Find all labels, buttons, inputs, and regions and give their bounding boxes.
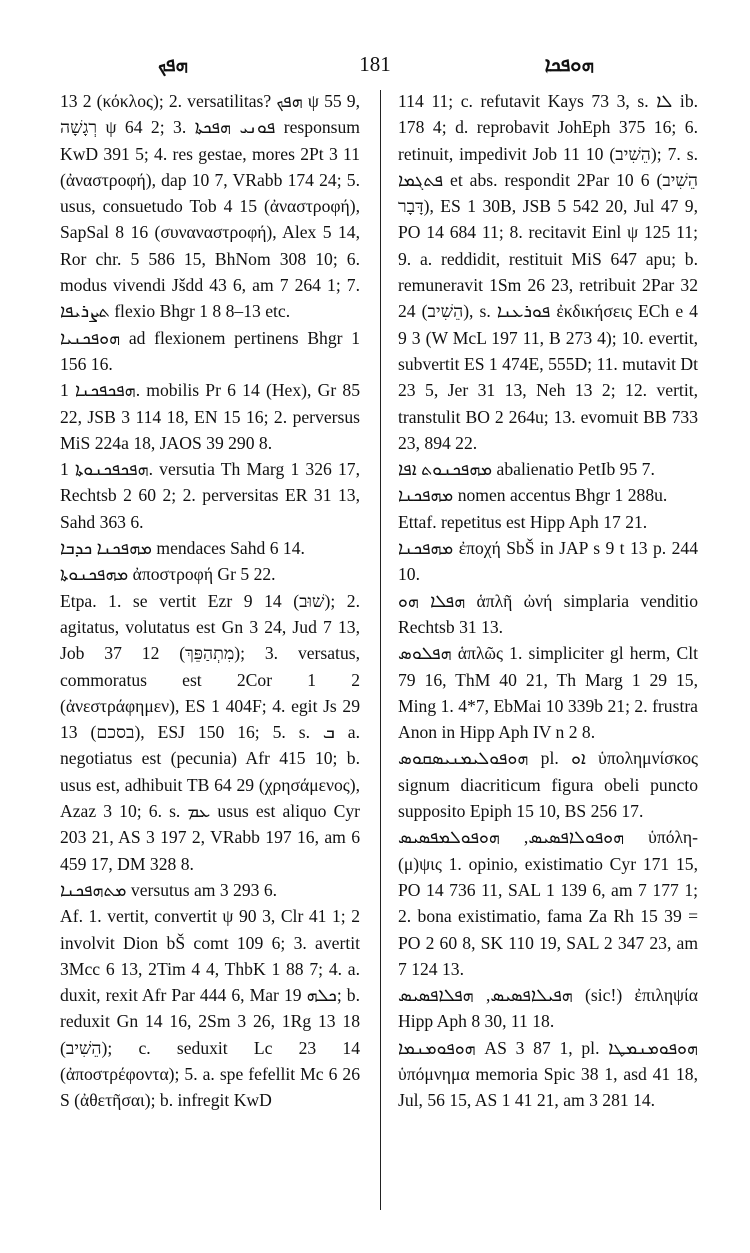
entry: ܗܦܝܠܐܦܣܝܣ, ܗܦܠܐܦܣܝܣ (sic!) ἐπιληψία Hipp Aph 8 30, 11 18. xyxy=(398,985,698,1032)
header-left-headword: ܗܦܟ xyxy=(158,52,189,76)
entry: ܡܗܦܟܢܐ nomen accentus Bhgr 1 288u. xyxy=(398,485,668,506)
entry: 114 11; c. refutavit Kays 73 3, s. ܠܐ ib. 178 4; d. reprobavit JohEph 375 16; 6. retinuit, impedivit Job 11 10 (הֵשִׁיב); 7. s. ܦܬܓܡܐ et abs. respondit 2Par 10 6 (הֵשִׁיב דָּבָר), ES 1 30B, JSB 5 542 20, Jul 47 9, PO 14 684 11; 8. recitavit Einl ψ 125 11; 9. a. reddidit, restituit MiS 647 apu; b. remuneravit 1Sm 26 23, retribuit 2Par 32 24 (הֵשִׁיב), s. ܦܘܪܥܢܐ ἐκδικήσεις ECh e 4 9 3 (W McL 197 11, B 273 4); 10. evertit, subvertit ES 1 474E, 555D; 11. mutavit Dt 23 5, Jer 31 13, Neh 13 2; 12. vertit, transtulit BO 2 264u; 13. evomuit BB 733 23, 894 22. xyxy=(398,91,699,453)
entry: 13 2 (κόκλος); 2. versatilitas? ܗܦܟ ψ 55 9, רְגָשָׁה ψ 64 2; 3. ܦܘܢܝ ܗܦܟܬܐ responsum KwD 391 5; 4. res gestae, mores 2Pt 3 11 (ἀναστροφή), dap 10 7, VRabb 174 24; 5. usus, consuetudo Tob 4 15 (ἀναστροφή), SapSal 8 16 (συναναστροφή), Alex 5 14, Ror chr. 5 586 15, BhNom 308 10; 6. modus vivendi Jšdd 43 6, am 7 264 1; 7. ܬܨܪܝܦܐ flexio Bhgr 1 8 8–13 etc. xyxy=(60,91,360,322)
entry: ܡܗܦܟܢܘܬ ܐܦܐ abalienatio PetIb 95 7. xyxy=(398,459,655,480)
entry: ܗܘܦܘܠܝܡܢܝܣܩܘܣ pl. ܐܘ ὑπολημνίσκος signum diacriticum figura obeli puncto supposito Epiph 15 10, BS 256 17. xyxy=(398,748,699,822)
left-column xyxy=(60,88,360,1114)
right-column xyxy=(398,88,698,1114)
entry: ܗܘܦܘܠܐܦܣܝܣ, ܗܘܦܘܠܡܦܣܝܣ ὑπόλη-(μ)ψις 1. opinio, existimatio Cyr 171 15, PO 14 736 11, SAL 1 139 6, am 7 177 1; 2. bona existimatio, fama Za Rh 15 39 = PO 2 60 8, SK 110 19, SAL 2 347 23, am 7 124 13. xyxy=(398,827,698,979)
page-header xyxy=(60,52,690,82)
entry: Af. 1. vertit, convertit ψ 90 3, Clr 41 1; 2 involvit Dion bŠ comt 109 6; 3. avertit 3Mcc 6 13, 2Tim 4 4, ThbK 1 88 7; 4. a. duxit, rexit Afr Par 444 6, Mar ܟܠܗ 19; b. reduxit Gn 14 16, 2Sm 3 26, 1Rg 13 18 (הֵשִׁיב); c. seduxit Lc 23 14 (ἀποστρέφοντα); 5. a. spe fefellit Mc 6 26 S (ἀθετῆσαι); b. infregit KwD xyxy=(60,906,360,1111)
entry: Etpa. 1. se vertit Ezr 9 14 (שׁוּב); 2. agitatus, volutatus est Gn 3 24, Jud 7 13, Job 37 12 (מִתְהַפֵּךְ); 3. versatus, commoratus est 2Cor 1 2 (ἀνεστράφημεν), ES 1 404F; 4. egit Js 29 13 (בסכם), ESJ 150 16; 5. s. ܒ a. negotiatus est (pecunia) Afr 415 10; b. usus est, adhibuit TB 64 29 (χρησάμενος), Azaz 3 10; 6. s. ܥܡ usus est aliquo Cyr 203 21, AS 3 197 2, VRabb 197 16, am 6 459 17, DM 328 8. xyxy=(60,590,360,874)
entry: ܡܗܦܟܢܐ ἐποχή SbŠ in JAP s 9 t 13 p. 244 10. xyxy=(398,538,698,585)
entry: ܡܬܗܦܟܢܐ versutus am 3 293 6. xyxy=(60,879,278,900)
entry: ܡܗܦܟܢܘܬܐ ἀποστροφή Gr 5 22. xyxy=(60,564,276,585)
entry: ܗܘܦܘܡܢܡܐ AS 3 87 1, pl. ܗܘܦܘܡܢܡܛܐ ὑπόμνημα memoria Spic 38 1, asd 41 18, Jul, 56 15, AS 1 41 21, am 3 281 14. xyxy=(398,1037,698,1111)
entry: ܗܦܠܐ ܗܘ ἁπλῆ ὠνή simplaria venditio Rechtsb 31 13. xyxy=(398,590,698,637)
column-divider xyxy=(380,90,381,1210)
header-right-headword: ܗܘܦܟܐ xyxy=(544,52,594,76)
entry: ܗܦܟܦܟܢܘܬܐ 1. versutia Th Marg 1 326 17, Rechtsb 2 60 2; 2. perversitas ER 31 13, Sahd 363 6. xyxy=(60,459,360,532)
entry: ܗܘܦܟܢܝܐ ad flexionem pertinens Bhgr 1 156 16. xyxy=(60,327,360,374)
page-number: 181 xyxy=(359,52,391,76)
entry: ܗܦܠܘܣ ἁπλῶς 1. simpliciter gl herm, Clt 79 16, ThM 40 21, Th Marg 1 29 15, Ming 1. 4*7, EbMai 10 339b 21; 2. frustra Anon in Hipp Aph IV n 2 8. xyxy=(398,643,698,743)
entry: Ettaf. repetitus est Hipp Aph 17 21. xyxy=(398,511,648,532)
entry: ܗܦܟܦܟܢܐ 1. mobilis Pr 6 14 (Hex), Gr 85 22, JSB 3 114 18, EN 15 16; 2. perversus MiS 224a 18, JAOS 39 290 8. xyxy=(60,380,360,453)
entry: ܡܗܦܟܢܐ ܟܕܒܐ mendaces Sahd 6 14. xyxy=(60,538,305,559)
